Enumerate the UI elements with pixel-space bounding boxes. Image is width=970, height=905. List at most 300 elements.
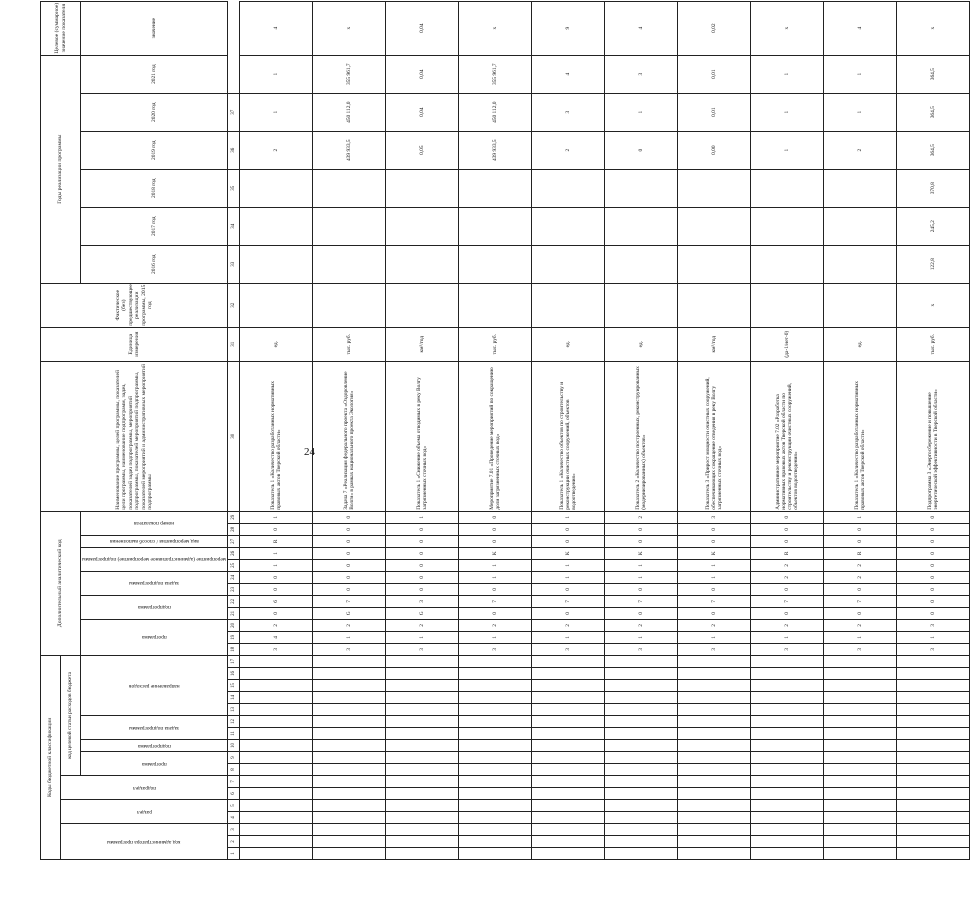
budget-code-cell — [240, 668, 313, 680]
analytic-code-cell: 0 — [678, 607, 751, 619]
analytic-code-cell: 6 — [240, 595, 313, 607]
year-value-cell — [386, 169, 459, 207]
table-row — [459, 1, 532, 859]
budget-code-cell — [605, 680, 678, 692]
budget-code-cell — [459, 668, 532, 680]
page-number: 24 — [304, 446, 315, 458]
column-number: 6 — [228, 788, 240, 800]
analytic-code-cell: 0 — [897, 535, 970, 547]
year-value-cell — [824, 169, 897, 207]
fact-cell — [313, 283, 386, 327]
budget-code-cell — [824, 680, 897, 692]
analytic-code-cell: 0 — [897, 559, 970, 571]
budget-code-cell — [897, 728, 970, 740]
analytic-code-cell: 0 — [386, 535, 459, 547]
analytic-code-cell: 0 — [386, 559, 459, 571]
budget-code-cell — [386, 692, 459, 704]
year-2021-header: 2021 год — [81, 55, 228, 93]
budget-code-cell — [240, 655, 313, 667]
column-number: 17 — [228, 655, 240, 667]
budget-code-cell — [240, 680, 313, 692]
budget-code-cell — [678, 836, 751, 848]
analytic-code-cell: 0 — [897, 583, 970, 595]
analytic-code-cell: 2 — [532, 619, 605, 631]
budget-code-cell — [240, 764, 313, 776]
year-value-cell: 364,5 — [897, 55, 970, 93]
budget-code-cell — [751, 704, 824, 716]
budget-code-cell — [313, 680, 386, 692]
row-name-cell: Показатель 2 «Количество построенных, реконструированных (модернизированных) объектов» — [605, 361, 678, 511]
budget-code-cell — [313, 728, 386, 740]
year-value-cell: 1 — [240, 55, 313, 93]
analytic-code-cell: 0 — [897, 595, 970, 607]
budget-code-cell — [605, 824, 678, 836]
column-number: 10 — [228, 740, 240, 752]
budget-code-cell — [240, 716, 313, 728]
analytic-code-cell: 7 — [313, 595, 386, 607]
analytic-code-cell: 3 — [313, 643, 386, 655]
budget-code-cell — [459, 800, 532, 812]
budget-code-cell — [824, 728, 897, 740]
fact-cell — [240, 283, 313, 327]
unit-cell: тыс. руб. — [897, 327, 970, 361]
analytic-code-cell: 2 — [824, 571, 897, 583]
year-2020-header: 2020 год — [81, 93, 228, 131]
unit-header: Единица измерения — [41, 327, 228, 361]
analytic-code-cell: 0 — [459, 607, 532, 619]
analytic-code-cell: 1 — [240, 511, 313, 523]
budget-code-cell — [240, 704, 313, 716]
analytic-code-cell: 0 — [678, 523, 751, 535]
an-indicator-number-header: номер показателя — [81, 511, 228, 535]
column-number: 35 — [228, 169, 240, 207]
analytic-code-cell: 0 — [240, 523, 313, 535]
column-number: 28 — [228, 523, 240, 535]
fact-cell — [386, 283, 459, 327]
budget-code-cell — [313, 704, 386, 716]
unit-cell: ед. — [824, 327, 897, 361]
budget-code-cell — [824, 655, 897, 667]
budget-code-cell — [824, 692, 897, 704]
column-number: 8 — [228, 764, 240, 776]
year-2018-header: 2018 год — [81, 169, 228, 207]
year-value-cell — [313, 207, 386, 245]
year-2017-header: 2017 год — [81, 207, 228, 245]
year-value-cell: 1 — [605, 93, 678, 131]
analytic-code-cell: 1 — [532, 511, 605, 523]
analytic-code-cell: R — [240, 535, 313, 547]
analytic-code-cell: 0 — [532, 523, 605, 535]
analytic-code-cell: 1 — [897, 631, 970, 643]
column-number: 31 — [228, 327, 240, 361]
row-name-cell: Показатель 1 «Количество разработанных нормативных правовых актов Тверской области» — [240, 361, 313, 511]
column-number: 3 — [228, 824, 240, 836]
budget-code-cell — [897, 824, 970, 836]
year-value-cell — [240, 169, 313, 207]
budget-code-cell — [459, 680, 532, 692]
analytic-code-cell: 3 — [386, 643, 459, 655]
year-value-cell — [313, 245, 386, 283]
budget-code-cell — [313, 788, 386, 800]
budget-code-cell — [751, 692, 824, 704]
year-value-cell: 1 — [751, 131, 824, 169]
year-value-cell: 2 — [824, 131, 897, 169]
budget-code-cell — [751, 812, 824, 824]
target-value-cell: 0,02 — [678, 1, 751, 55]
analytic-code-cell: 0 — [386, 547, 459, 559]
analytic-code-cell: 1 — [678, 559, 751, 571]
column-number: 24 — [228, 571, 240, 583]
rotated-table-container — [40, 2, 940, 860]
analytic-code-cell: 4 — [240, 631, 313, 643]
analytic-code-cell: 0 — [751, 511, 824, 523]
budget-code-cell — [313, 764, 386, 776]
analytic-code-cell: 0 — [605, 607, 678, 619]
target-value-cell: 4 — [605, 1, 678, 55]
budget-code-cell — [751, 740, 824, 752]
year-value-cell: 0,04 — [386, 93, 459, 131]
budget-code-cell — [605, 764, 678, 776]
analytic-code-cell: 2 — [824, 559, 897, 571]
year-value-cell — [240, 207, 313, 245]
analytic-code-cell: 1 — [532, 631, 605, 643]
target-expense-code-header: код целевой статьи расходов бюджета — [61, 655, 81, 775]
row-name-cell: Задача 7 «Реализация федерального проекта «Оздоровление Волги» в рамках национального проекта Экология» — [313, 361, 386, 511]
table-row — [824, 1, 897, 859]
target-value-cell: х — [751, 1, 824, 55]
budget-code-cell — [824, 740, 897, 752]
analytic-code-cell: K — [532, 547, 605, 559]
budget-code-cell — [824, 716, 897, 728]
target-value-cell: х — [313, 1, 386, 55]
column-number: 15 — [228, 680, 240, 692]
analytic-code-cell: 0 — [678, 583, 751, 595]
budget-code-cell — [386, 704, 459, 716]
analytic-code-cell: 0 — [386, 571, 459, 583]
budget-code-cell — [605, 728, 678, 740]
year-value-cell: 0,04 — [386, 55, 459, 93]
budget-code-cell — [678, 728, 751, 740]
unit-cell: ед. — [240, 327, 313, 361]
analytic-code-cell: 0 — [240, 571, 313, 583]
budget-code-cell — [459, 716, 532, 728]
target-value-cell: 0,04 — [386, 1, 459, 55]
budget-code-cell — [678, 776, 751, 788]
budget-code-cell — [313, 740, 386, 752]
analytic-code-header: Дополнительный аналитический код — [41, 511, 81, 655]
analytic-code-cell: 0 — [459, 523, 532, 535]
budget-code-cell — [605, 668, 678, 680]
target-value-header: значение — [81, 1, 228, 55]
fact-cell — [459, 283, 532, 327]
row-name-cell: Показатель 3 «Прирост мощности очистных сооружений, обеспечивающих сокращение отведения в реку Волгу загрязненных сточных вод» — [678, 361, 751, 511]
budget-code-cell — [386, 836, 459, 848]
section-header: раздел — [61, 800, 228, 824]
analytic-code-cell: 2 — [678, 619, 751, 631]
budget-code-cell — [386, 668, 459, 680]
budget-code-cell — [313, 836, 386, 848]
budget-code-cell — [313, 655, 386, 667]
budget-code-cell — [532, 824, 605, 836]
year-value-cell — [459, 169, 532, 207]
budget-code-cell — [678, 716, 751, 728]
unit-cell: тыс. руб. — [313, 327, 386, 361]
fact-cell — [678, 283, 751, 327]
budget-code-cell — [313, 776, 386, 788]
budget-code-cell — [605, 848, 678, 860]
budget-code-cell — [605, 704, 678, 716]
analytic-code-cell: 1 — [459, 571, 532, 583]
budget-code-cell — [678, 668, 751, 680]
budget-code-cell — [824, 824, 897, 836]
budget-code-cell — [532, 812, 605, 824]
analytic-code-cell: 1 — [532, 559, 605, 571]
budget-code-cell — [751, 824, 824, 836]
column-number: 27 — [228, 535, 240, 547]
analytic-code-cell: 7 — [751, 595, 824, 607]
table-row — [605, 1, 678, 859]
column-number: 21 — [228, 607, 240, 619]
budget-code-cell — [897, 776, 970, 788]
budget-code-cell — [678, 680, 751, 692]
budget-code-cell — [532, 716, 605, 728]
year-value-cell: 450 112,0 — [313, 93, 386, 131]
analytic-code-cell: G — [313, 607, 386, 619]
fact-cell — [532, 283, 605, 327]
an-program-header: программа — [81, 619, 228, 655]
analytic-code-cell: 1 — [824, 511, 897, 523]
budget-code-cell — [386, 740, 459, 752]
analytic-code-cell: 1 — [751, 631, 824, 643]
analytic-code-cell: 0 — [678, 535, 751, 547]
analytic-code-cell: R — [824, 547, 897, 559]
budget-code-cell — [897, 764, 970, 776]
analytic-code-cell: 0 — [313, 559, 386, 571]
analytic-code-cell: 0 — [897, 523, 970, 535]
year-value-cell — [605, 207, 678, 245]
analytic-code-cell: 7 — [824, 595, 897, 607]
column-number: 9 — [228, 752, 240, 764]
row-name-cell: Показатель 1 «Количество разработанных нормативных правовых актов Тверской области» — [824, 361, 897, 511]
analytic-code-cell: 1 — [240, 547, 313, 559]
analytic-code-cell: 2 — [240, 619, 313, 631]
year-value-cell — [824, 207, 897, 245]
name-header: Наименование программы, целей программы, показателей цели программы, наименование подпрограмм, задач, показателей задач подпрограммы, мероприятий подпрограммы, показателей мероприятий подпрограммы, показателей мероприятий и административных мероприятий подпрограммы — [41, 361, 228, 511]
budget-code-cell — [459, 692, 532, 704]
analytic-code-cell: 0 — [386, 523, 459, 535]
budget-code-cell — [678, 824, 751, 836]
budget-code-cell — [532, 752, 605, 764]
analytic-code-cell: 7 — [532, 595, 605, 607]
analytic-code-cell: 3 — [751, 643, 824, 655]
budget-code-cell — [459, 848, 532, 860]
budget-code-cell — [751, 800, 824, 812]
budget-code-cell — [897, 752, 970, 764]
fact-cell — [824, 283, 897, 327]
analytic-code-cell: 1 — [459, 631, 532, 643]
fact-header: Фактическое (без) предшествующее реализации программы, 2015 год — [41, 283, 228, 327]
year-value-cell: 4 — [532, 55, 605, 93]
budget-code-cell — [824, 836, 897, 848]
budget-code-cell — [386, 764, 459, 776]
analytic-code-cell: 0 — [824, 523, 897, 535]
unit-cell: (да-1/нет-0) — [751, 327, 824, 361]
analytic-code-cell: 0 — [824, 535, 897, 547]
year-value-cell — [678, 207, 751, 245]
budget-code-cell — [386, 716, 459, 728]
analytic-code-cell: 2 — [313, 619, 386, 631]
budget-code-cell — [897, 848, 970, 860]
row-name-cell: Показатель 1 «Снижение объема отводимых в реку Волгу загрязненных сточных вод» — [386, 361, 459, 511]
year-value-cell — [532, 207, 605, 245]
analytic-code-cell: 0 — [459, 583, 532, 595]
year-value-cell: 439 933,5 — [459, 131, 532, 169]
unit-cell: ед. — [605, 327, 678, 361]
budget-code-cell — [459, 776, 532, 788]
row-name-cell: Мероприятие 7.01 «Проведение мероприятий по сокращению доли загрязненных сточных вод» — [459, 361, 532, 511]
budget-code-cell — [897, 812, 970, 824]
year-value-cell — [532, 245, 605, 283]
budget-code-cell — [386, 848, 459, 860]
analytic-code-cell: 1 — [824, 631, 897, 643]
budget-code-cell — [386, 680, 459, 692]
analytic-code-cell: 2 — [605, 511, 678, 523]
budget-code-cell — [751, 728, 824, 740]
analytic-code-cell: 0 — [532, 535, 605, 547]
budget-code-cell — [605, 740, 678, 752]
column-number: 37 — [228, 93, 240, 131]
column-number: 29 — [228, 511, 240, 523]
budget-code-cell — [240, 740, 313, 752]
budget-code-cell — [605, 788, 678, 800]
column-number: 36 — [228, 131, 240, 169]
table-row — [313, 1, 386, 859]
budget-code-cell — [240, 776, 313, 788]
budget-code-cell — [459, 764, 532, 776]
budget-code-cell — [386, 824, 459, 836]
budget-code-cell — [605, 800, 678, 812]
year-value-cell: 0,05 — [386, 131, 459, 169]
budget-code-cell — [605, 655, 678, 667]
unit-cell: км³/год — [678, 327, 751, 361]
column-number: 19 — [228, 631, 240, 643]
year-value-cell: 1 — [824, 55, 897, 93]
analytic-code-cell: 3 — [386, 595, 459, 607]
analytic-code-cell: 2 — [824, 619, 897, 631]
table-row — [751, 1, 824, 859]
column-number: 16 — [228, 668, 240, 680]
budget-code-cell — [824, 812, 897, 824]
budget-code-cell — [532, 800, 605, 812]
year-value-cell — [240, 245, 313, 283]
year-value-cell: 1 — [824, 93, 897, 131]
analytic-code-cell: 2 — [751, 559, 824, 571]
year-value-cell: 0,01 — [678, 55, 751, 93]
year-value-cell: 0 — [605, 131, 678, 169]
analytic-code-cell: 0 — [240, 583, 313, 595]
year-value-cell: 3 — [605, 55, 678, 93]
table-row — [532, 1, 605, 859]
budget-code-cell — [824, 752, 897, 764]
budget-code-cell — [459, 836, 532, 848]
analytic-code-cell: K — [459, 547, 532, 559]
analytic-code-cell: 1 — [240, 559, 313, 571]
column-number: 25 — [228, 559, 240, 571]
budget-code-cell — [678, 752, 751, 764]
analytic-code-cell: 7 — [459, 595, 532, 607]
analytic-code-cell: 0 — [532, 607, 605, 619]
budget-code-cell — [386, 812, 459, 824]
budget-code-cell — [751, 680, 824, 692]
budget-code-cell — [459, 704, 532, 716]
budget-code-cell — [532, 836, 605, 848]
budget-code-cell — [532, 680, 605, 692]
budget-code-cell — [897, 692, 970, 704]
year-value-cell — [313, 169, 386, 207]
budget-code-cell — [605, 752, 678, 764]
column-number: 23 — [228, 583, 240, 595]
analytic-code-cell: 0 — [897, 547, 970, 559]
analytic-code-cell: 1 — [386, 511, 459, 523]
analytic-code-cell: 0 — [751, 535, 824, 547]
analytic-code-cell: 3 — [678, 643, 751, 655]
budget-code-cell — [678, 812, 751, 824]
column-number: 18 — [228, 643, 240, 655]
budget-code-cell — [751, 752, 824, 764]
budget-code-cell — [240, 848, 313, 860]
budget-code-cell — [751, 788, 824, 800]
year-value-cell: 3 — [532, 93, 605, 131]
task-code-header: задача подпрограммы — [81, 716, 228, 740]
analytic-code-cell: 3 — [532, 643, 605, 655]
budget-code-cell — [897, 800, 970, 812]
analytic-code-cell: 1 — [532, 571, 605, 583]
an-subprogram-header: подпрограмма — [81, 595, 228, 619]
budget-code-cell — [459, 812, 532, 824]
column-number: 1 — [228, 848, 240, 860]
column-number: 30 — [228, 361, 240, 511]
unit-cell: тыс. руб. — [459, 327, 532, 361]
analytic-code-cell: 0 — [605, 583, 678, 595]
analytic-code-cell: 7 — [605, 595, 678, 607]
budget-code-cell — [313, 752, 386, 764]
analytic-code-cell: 0 — [605, 535, 678, 547]
budget-code-cell — [751, 668, 824, 680]
analytic-code-cell: 0 — [240, 607, 313, 619]
table-row — [897, 1, 970, 859]
year-value-cell — [605, 245, 678, 283]
an-measure-type-header: вид мероприятия / способ выполнения — [81, 535, 228, 547]
budget-code-cell — [313, 692, 386, 704]
budget-code-cell — [678, 704, 751, 716]
budget-code-cell — [605, 812, 678, 824]
analytic-code-cell: 1 — [605, 631, 678, 643]
analytic-code-cell: 0 — [897, 511, 970, 523]
analytic-code-cell: 0 — [824, 583, 897, 595]
budget-code-cell — [240, 824, 313, 836]
analytic-code-cell: 0 — [897, 607, 970, 619]
budget-code-cell — [532, 776, 605, 788]
budget-code-cell — [240, 800, 313, 812]
column-number: 5 — [228, 800, 240, 812]
analytic-code-cell: 2 — [751, 571, 824, 583]
analytic-code-cell: 3 — [824, 643, 897, 655]
analytic-code-cell: G — [386, 607, 459, 619]
subprogram-code-header: подпрограмма — [81, 740, 228, 752]
budget-code-cell — [824, 764, 897, 776]
year-value-cell — [824, 245, 897, 283]
budget-code-cell — [532, 764, 605, 776]
